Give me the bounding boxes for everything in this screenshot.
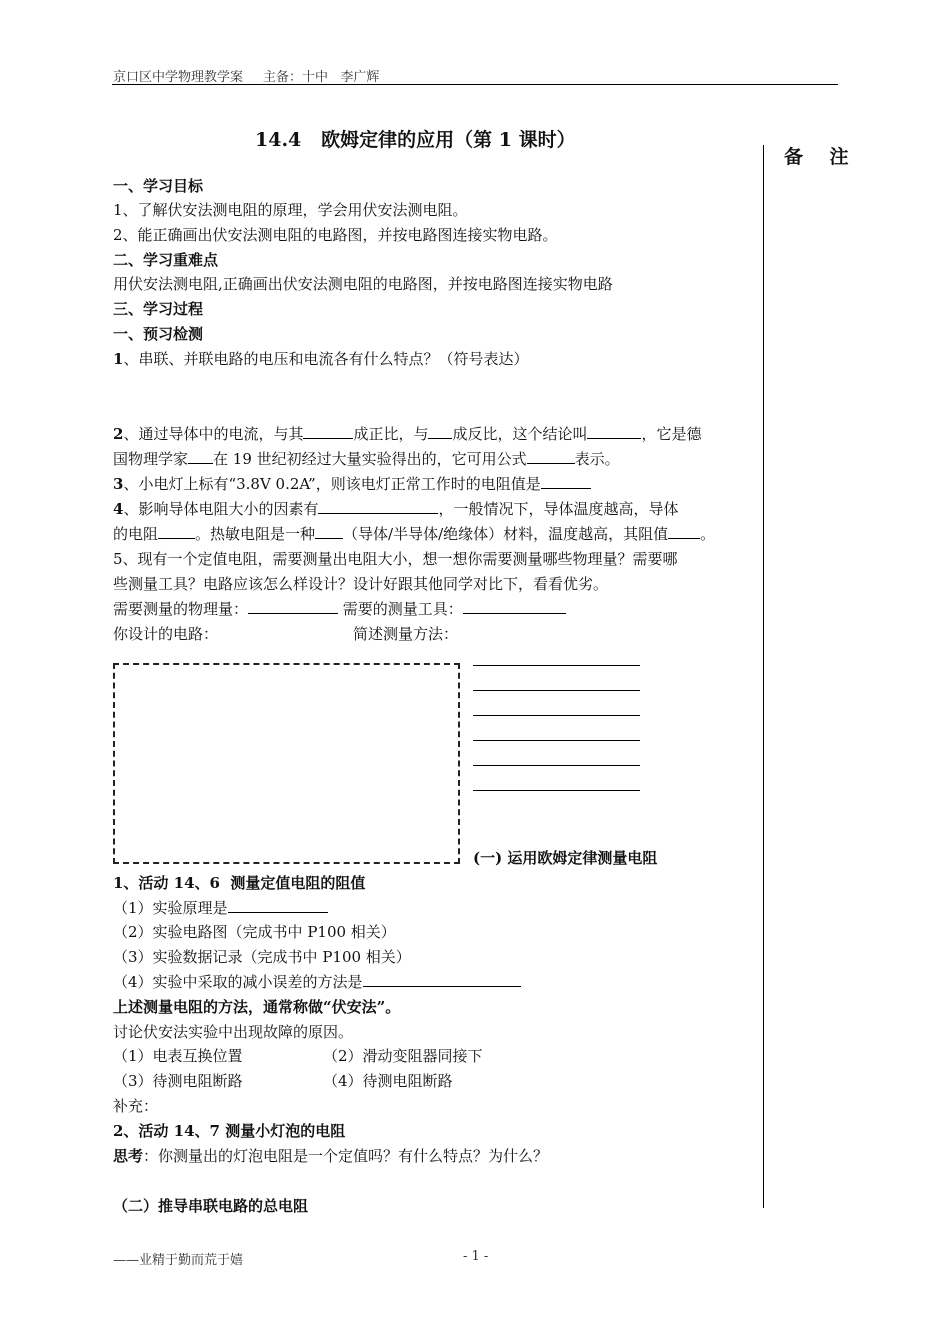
fault-discussion: 讨论伏安法实验中出现故障的原因。 — [113, 1023, 354, 1041]
side-note-heading: 备 注 — [784, 146, 849, 168]
question-4-number: 4 — [113, 500, 124, 518]
your-circuit-label: 你设计的电路： — [113, 625, 219, 643]
fault-3: （3）待测电阻断路 — [113, 1072, 243, 1090]
blank-q4-3[interactable] — [315, 524, 343, 539]
section-process-heading: 三、学习过程 — [113, 300, 204, 318]
blank-principle[interactable] — [228, 898, 328, 913]
header-divider — [112, 84, 838, 85]
blank-q2-4[interactable] — [188, 449, 213, 464]
question-2-number: 2 — [113, 425, 124, 443]
method-answer-line[interactable] — [473, 665, 640, 666]
header-left: 京口区中学物理教学案 — [113, 70, 244, 85]
method-label: 简述测量方法： — [353, 625, 459, 643]
side-column-divider — [763, 145, 764, 1208]
question-4-line2: 的电阻 。热敏电阻是一种 （导体/半导体/绝缘体）材料，温度越高，其阻值 。 — [113, 525, 716, 543]
keypoints-text: 用伏安法测电阻,正确画出伏安法测电阻的电路图，并按电路图连接实物电路 — [113, 275, 613, 293]
activity-1-item-4: （4）实验中采取的减小误差的方法是 — [113, 972, 521, 992]
section-preview-heading: 一、预习检测 — [113, 325, 204, 343]
subsection-ohm-measure: (一) 运用欧姆定律测量电阻 — [473, 849, 658, 867]
question-1 — [113, 349, 528, 369]
goal-1: 1、了解伏安法测电阻的原理，学会用伏安法测电阻。 — [113, 201, 468, 219]
blank-q2-3[interactable] — [587, 424, 641, 439]
page-title: 14.4 欧姆定律的应用（第 1 课时） — [255, 129, 576, 151]
blank-q4-2[interactable] — [158, 524, 195, 539]
activity-1-heading: 1、活动 14、6 测量定值电阻的阻值 — [113, 874, 366, 892]
method-answer-line[interactable] — [473, 690, 640, 691]
section-goals-heading: 一、学习目标 — [113, 177, 204, 195]
supplement-label: 补充： — [113, 1097, 159, 1115]
blank-q2-5[interactable] — [527, 449, 575, 464]
question-4-line1: 4、影响导体电阻大小的因素有 ，一般情况下，导体温度越高，导体 — [113, 500, 679, 518]
blank-tools[interactable] — [463, 599, 566, 614]
blank-q2-2[interactable] — [428, 424, 452, 439]
measure-needs: 需要测量的物理量： 需要的测量工具： — [113, 599, 566, 619]
activity-1-item-1: （1）实验原理是 — [113, 898, 328, 918]
fault-2: （2）滑动变阻器同接下 — [323, 1047, 483, 1065]
question-5-line1: 5、现有一个定值电阻，需要测量出电阻大小，想一想你需要测量哪些物理量？需要哪 — [113, 550, 678, 568]
blank-error-reduction[interactable] — [363, 972, 521, 987]
question-2-line1: 2、通过导体中的电流，与其 成正比，与 成反比，这个结论叫 ，它是德 — [113, 425, 702, 443]
section-keypoints-heading: 二、学习重难点 — [113, 251, 219, 269]
question-1-number: 1 — [113, 350, 124, 368]
blank-q3[interactable] — [541, 474, 591, 489]
method-answer-line[interactable] — [473, 715, 640, 716]
blank-q2-1[interactable] — [303, 424, 353, 439]
goal-2: 2、能正确画出伏安法测电阻的电路图，并按电路图连接实物电路。 — [113, 226, 558, 244]
method-answer-line[interactable] — [473, 790, 640, 791]
fault-4: （4）待测电阻断路 — [323, 1072, 453, 1090]
blank-q4-1[interactable] — [318, 499, 438, 514]
fault-1: （1）电表互换位置 — [113, 1047, 243, 1065]
footer-motto: ——业精于勤而荒于嬉 — [113, 1253, 244, 1268]
question-5-line2: 些测量工具？电路应该怎么样设计？设计好跟其他同学对比下，看看优劣。 — [113, 575, 609, 593]
activity-2-heading: 2、活动 14、7 测量小灯泡的电阻 — [113, 1122, 346, 1140]
page-number: - 1 - — [463, 1249, 489, 1264]
voltammetry-summary: 上述测量电阻的方法，通常称做“伏安法”。 — [113, 998, 401, 1016]
method-answer-line[interactable] — [473, 765, 640, 766]
question-3-number: 3 — [113, 475, 124, 493]
question-2-line2: 国物理学家 在 19 世纪初经过大量实验得出的，它可用公式 表示。 — [113, 450, 620, 468]
activity-1-item-2: （2）实验电路图（完成书中 P100 相关） — [113, 923, 396, 941]
activity-1-item-3: （3）实验数据记录（完成书中 P100 相关） — [113, 948, 411, 966]
blank-quantities[interactable] — [248, 599, 338, 614]
question-1-text: 、串联、并联电路的电压和电流各有什么特点？（符号表达） — [123, 350, 529, 368]
blank-q4-4[interactable] — [668, 524, 700, 539]
think-question: 思考：你测量出的灯泡电阻是一个定值吗？有什么特点？为什么？ — [113, 1147, 549, 1165]
header-right: 主备：十中 李广辉 — [263, 70, 380, 85]
circuit-drawing-box[interactable] — [113, 663, 460, 864]
method-answer-line[interactable] — [473, 740, 640, 741]
subsection-series-resistance: （二）推导串联电路的总电阻 — [113, 1197, 309, 1215]
question-3: 3、小电灯上标有“3.8V 0.2A”，则该电灯正常工作时的电阻值是 — [113, 474, 591, 494]
